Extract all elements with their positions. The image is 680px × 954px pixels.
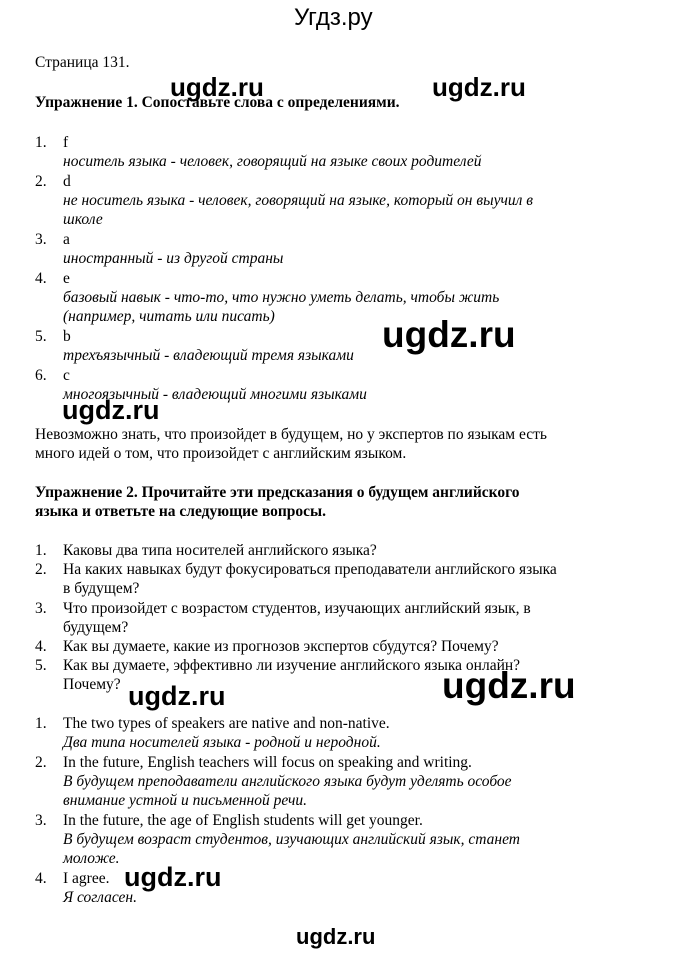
ex1-item-number: 4. bbox=[35, 270, 47, 287]
question-text: Что произойдет с возрастом студентов, изучающих английский язык, в bbox=[63, 600, 531, 617]
question-number: 2. bbox=[35, 561, 47, 578]
question-text: будущем? bbox=[63, 619, 129, 636]
question-text: Как вы думаете, какие из прогнозов экспертов сбудутся? Почему? bbox=[63, 638, 499, 655]
answer-russian: моложе. bbox=[63, 850, 120, 867]
ex1-item-number: 5. bbox=[35, 328, 47, 345]
answer-number: 1. bbox=[35, 715, 47, 732]
answer-english: The two types of speakers are native and non-native. bbox=[63, 715, 390, 732]
answer-english: In the future, the age of English students will get younger. bbox=[63, 812, 423, 829]
question-number: 3. bbox=[35, 600, 47, 617]
answer-russian: Два типа носителей языка - родной и неродной. bbox=[63, 734, 381, 751]
ex1-item-letter: e bbox=[63, 270, 70, 287]
ex1-item-letter: a bbox=[63, 231, 70, 248]
ex1-item-definition: не носитель языка - человек, говорящий на языке, который он выучил в bbox=[63, 192, 533, 209]
answer-russian: Я согласен. bbox=[63, 889, 137, 906]
question-number: 4. bbox=[35, 638, 47, 655]
ex1-item-letter: b bbox=[63, 328, 71, 345]
question-number: 5. bbox=[35, 657, 47, 674]
ex1-item-letter: f bbox=[63, 134, 69, 151]
ex1-item-letter: c bbox=[63, 367, 70, 384]
ex1-item-definition: иностранный - из другой страны bbox=[63, 250, 284, 267]
watermark: ugdz.ru bbox=[382, 314, 516, 355]
exercise-1-title: Упражнение 1. Сопоставьте слова с определениями. bbox=[35, 94, 400, 111]
ex1-item-definition: (например, читать или писать) bbox=[63, 308, 275, 325]
ex1-item-number: 1. bbox=[35, 134, 47, 151]
question-text: Как вы думаете, эффективно ли изучение английского языка онлайн? bbox=[63, 657, 521, 674]
watermark: ugdz.ru bbox=[442, 665, 576, 706]
question-text: На каких навыках будут фокусироваться преподаватели английского языка bbox=[63, 561, 557, 578]
answer-english: In the future, English teachers will focus on speaking and writing. bbox=[63, 754, 472, 771]
answer-number: 3. bbox=[35, 812, 47, 829]
ex1-item-definition: базовый навык - что-то, что нужно уметь делать, чтобы жить bbox=[63, 289, 500, 306]
watermark: ugdz.ru bbox=[170, 72, 264, 102]
ex1-item-definition: школе bbox=[63, 211, 103, 228]
answer-russian: В будущем преподаватели английского языка будут уделять особое bbox=[63, 773, 512, 790]
question-text: в будущем? bbox=[63, 580, 140, 597]
exercise-2-title: языка и ответьте на следующие вопросы. bbox=[35, 503, 327, 520]
answer-russian: В будущем возраст студентов, изучающих английский язык, станет bbox=[63, 831, 520, 848]
page-label: Страница 131. bbox=[35, 54, 130, 71]
intro-paragraph: много идей о том, что произойдет с английским языком. bbox=[35, 445, 407, 462]
site-title: Угдз.ру bbox=[294, 4, 373, 31]
intro-paragraph: Невозможно знать, что произойдет в будущем, но у экспертов по языкам есть bbox=[35, 426, 547, 443]
answer-number: 4. bbox=[35, 870, 47, 887]
watermark: ugdz.ru bbox=[128, 681, 226, 711]
answer-english: I agree. bbox=[63, 870, 110, 887]
watermark: ugdz.ru bbox=[432, 72, 526, 102]
answer-number: 2. bbox=[35, 754, 47, 771]
ex1-item-number: 3. bbox=[35, 231, 47, 248]
watermark: ugdz.ru bbox=[296, 924, 376, 949]
ex1-item-letter: d bbox=[63, 173, 71, 190]
answer-russian: внимание устной и письменной речи. bbox=[63, 792, 308, 809]
ex1-item-definition: трехъязычный - владеющий тремя языками bbox=[63, 347, 354, 364]
question-number: 1. bbox=[35, 542, 47, 559]
question-text: Каковы два типа носителей английского языка? bbox=[63, 542, 377, 559]
ex1-item-definition: многоязычный - владеющий многими языками bbox=[63, 386, 367, 403]
ex1-item-definition: носитель языка - человек, говорящий на языке своих родителей bbox=[63, 153, 482, 170]
question-text: Почему? bbox=[63, 676, 121, 693]
exercise-2-title: Упражнение 2. Прочитайте эти предсказания о будущем английского bbox=[35, 484, 520, 501]
ex1-item-number: 2. bbox=[35, 173, 47, 190]
ex1-item-number: 6. bbox=[35, 367, 47, 384]
watermark: ugdz.ru bbox=[124, 862, 222, 892]
watermark: ugdz.ru bbox=[62, 395, 160, 425]
